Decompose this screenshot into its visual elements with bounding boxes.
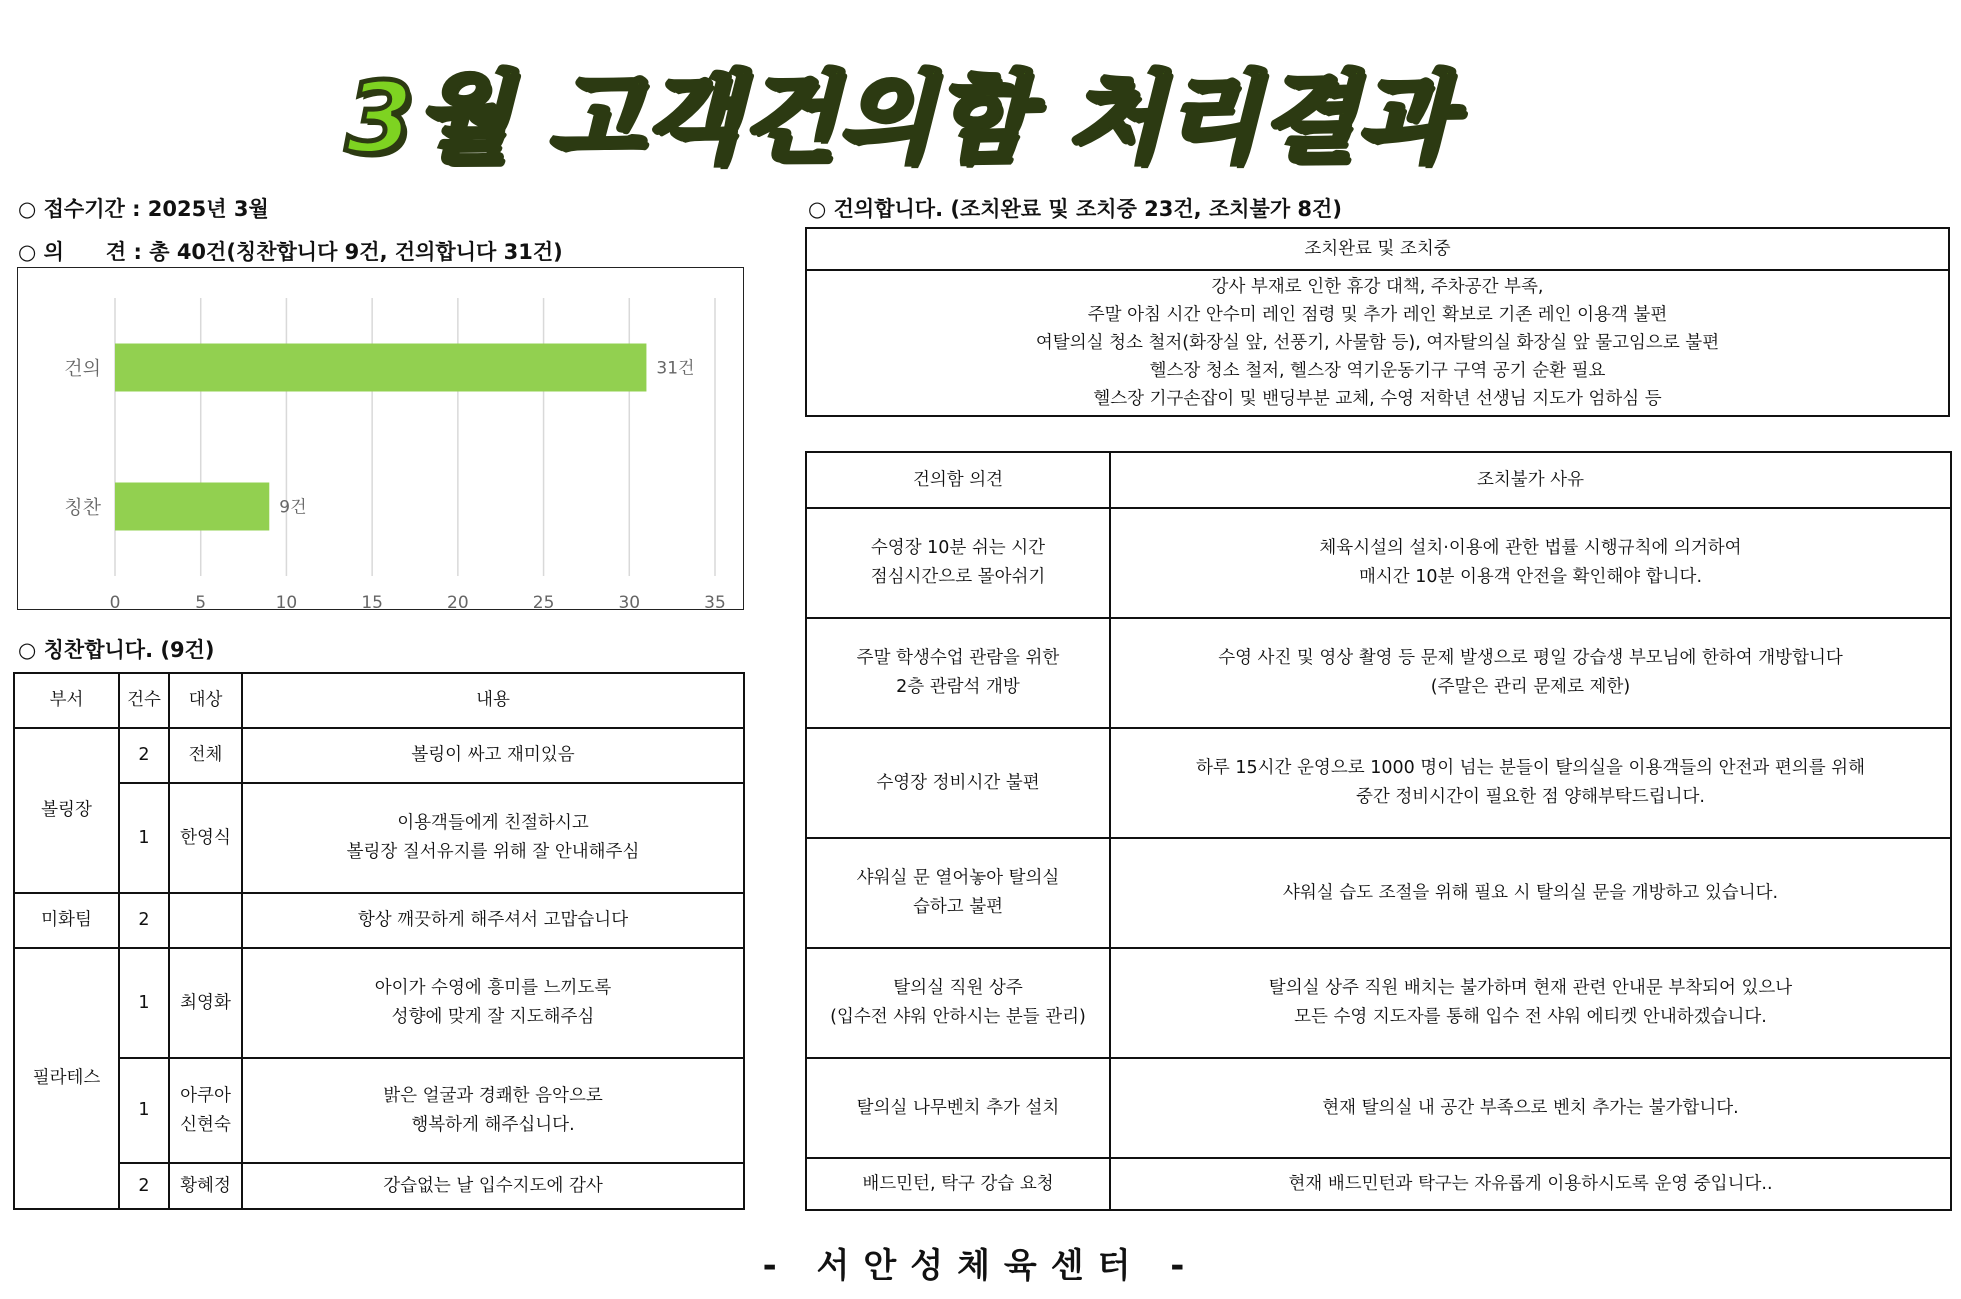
x-tick-label: 0: [109, 593, 121, 611]
reason-cell: 탈의실 상주 직원 배치는 불가하며 현재 관련 안내문 부착되어 있으나 모든 수영 지도자를 통해 입수 전 샤워 에티켓 안내하겠습니다.: [1110, 948, 1951, 1058]
count-cell: 2: [119, 893, 169, 948]
x-tick-label: 25: [532, 593, 555, 611]
table-row: [806, 1058, 1951, 1158]
target-cell: 한영식: [169, 783, 242, 893]
target-cell: 최영화: [169, 948, 242, 1058]
content-cell: 항상 깨끗하게 해주셔서 고맙습니다: [242, 893, 744, 948]
data-label: 31건: [656, 358, 695, 379]
x-tick-label: 30: [618, 593, 641, 611]
table-row: [14, 893, 744, 948]
x-tick-label: 35: [704, 593, 726, 611]
table-row: [14, 1058, 744, 1163]
category-label: 건의: [64, 357, 101, 380]
footer-org-name: - 서안성체육센터 -: [762, 1246, 1199, 1286]
dept-cell: 필라테스: [14, 948, 119, 1209]
table-row: [14, 948, 744, 1058]
table-row: [14, 1163, 744, 1209]
x-tick-label: 5: [195, 593, 207, 611]
praise-header-row: [14, 673, 744, 728]
content-cell: 볼링이 싸고 재미있음: [242, 728, 744, 783]
table-row: [806, 948, 1951, 1058]
target-cell: 전체: [169, 728, 242, 783]
table-row: [806, 838, 1951, 948]
opinion-cell: 탈의실 직원 상주 (입수전 샤워 안하시는 분들 관리): [806, 948, 1110, 1058]
header-content: 내용: [242, 673, 744, 728]
table-row: [806, 618, 1951, 728]
done-table: [805, 227, 1950, 417]
praise-table: [13, 672, 745, 1210]
target-cell: 아쿠아 신현숙: [169, 1058, 242, 1163]
bar-praise: [115, 483, 269, 531]
category-label: 칭찬: [64, 496, 101, 519]
content-cell: 강습없는 날 입수지도에 감사: [242, 1163, 744, 1209]
data-label: 9건: [279, 497, 307, 518]
header-target: 대상: [169, 673, 242, 728]
content-cell: 이용객들에게 친절하시고 볼링장 질서유지를 위해 잘 안내해주심: [242, 783, 744, 893]
header-dept: 부서: [14, 673, 119, 728]
x-tick-label: 15: [361, 593, 383, 611]
target-cell: 황혜정: [169, 1163, 242, 1209]
chart-svg: [18, 268, 745, 611]
reason-cell: 샤워실 습도 조절을 위해 필요 시 탈의실 문을 개방하고 있습니다.: [1110, 838, 1951, 948]
count-cell: 1: [119, 1058, 169, 1163]
table-row: [14, 728, 744, 783]
opinion-cell: 탈의실 나무벤치 추가 설치: [806, 1058, 1110, 1158]
count-cell: 1: [119, 783, 169, 893]
reason-cell: 현재 탈의실 내 공간 부족으로 벤치 추가는 불가합니다.: [1110, 1058, 1951, 1158]
count-cell: 2: [119, 1163, 169, 1209]
dept-cell: 볼링장: [14, 728, 119, 893]
praise-heading: ○ 칭찬합니다. (9건): [18, 638, 215, 662]
content-cell: 아이가 수영에 흥미를 느끼도록 성향에 맞게 잘 지도해주심: [242, 948, 744, 1058]
table-row: [806, 508, 1951, 618]
done-content-row: [806, 270, 1949, 416]
table-row: [806, 728, 1951, 838]
table-row: [806, 1158, 1951, 1210]
reject-header-row: [806, 452, 1951, 508]
done-content: 강사 부재로 인한 휴강 대책, 주차공간 부족, 주말 아침 시간 안수미 레인 점령 및 추가 레인 확보로 기존 레인 이용객 불편 여탈의실 청소 철저(화장실 앞, 선풍기, 사물함 등), 여자탈의실 화장실 앞 물고임으로 불편 헬스장 청소 철저, 헬스장 역기운동기구 구역 공기 순환 필요 헬스장 기구손잡이 및 밴딩부분 교체, 수영 저학년 선생님 지도가 엄하심 등: [806, 270, 1949, 416]
dept-cell: 미화팀: [14, 893, 119, 948]
count-cell: 1: [119, 948, 169, 1058]
bar-suggest: [115, 344, 646, 392]
opinion-cell: 배드민턴, 탁구 강습 요청: [806, 1158, 1110, 1210]
opinion-cell: 샤워실 문 열어놓아 탈의실 습하고 불편: [806, 838, 1110, 948]
reason-cell: 하루 15시간 운영으로 1000 명이 넘는 분들이 탈의실을 이용객들의 안전과 편의를 위해 중간 정비시간이 필요한 점 양해부탁드립니다.: [1110, 728, 1951, 838]
header-count: 건수: [119, 673, 169, 728]
header-opinion: 건의함 의견: [806, 452, 1110, 508]
header-reason: 조치불가 사유: [1110, 452, 1951, 508]
suggest-heading: ○ 건의합니다. (조치완료 및 조치중 23건, 조치불가 8건): [808, 197, 1342, 221]
done-header: 조치완료 및 조치중: [806, 228, 1949, 270]
content-cell: 밝은 얼굴과 경쾌한 음악으로 행복하게 해주십니다.: [242, 1058, 744, 1163]
page-title: 3월 고객건의함 처리결과: [345, 62, 1455, 176]
reception-period: ○ 접수기간 : 2025년 3월: [18, 197, 269, 221]
table-row: [14, 783, 744, 893]
opinion-bar-chart: [17, 267, 744, 610]
x-tick-label: 20: [447, 593, 469, 611]
reject-table: [805, 451, 1952, 1211]
reason-cell: 현재 배드민턴과 탁구는 자유롭게 이용하시도록 운영 중입니다..: [1110, 1158, 1951, 1210]
x-tick-label: 10: [275, 593, 298, 611]
opinion-cell: 수영장 10분 쉬는 시간 점심시간으로 몰아쉬기: [806, 508, 1110, 618]
opinion-cell: 주말 학생수업 관람을 위한 2층 관람석 개방: [806, 618, 1110, 728]
opinion-summary: ○ 의 견 : 총 40건(칭찬합니다 9건, 건의합니다 31건): [18, 240, 563, 264]
reason-cell: 체육시설의 설치·이용에 관한 법률 시행규칙에 의거하여 매시간 10분 이용객 안전을 확인해야 합니다.: [1110, 508, 1951, 618]
count-cell: 2: [119, 728, 169, 783]
opinion-cell: 수영장 정비시간 불편: [806, 728, 1110, 838]
done-header-row: [806, 228, 1949, 270]
reason-cell: 수영 사진 및 영상 촬영 등 문제 발생으로 평일 강습생 부모님에 한하여 개방합니다 (주말은 관리 문제로 제한): [1110, 618, 1951, 728]
target-cell: [169, 893, 242, 948]
